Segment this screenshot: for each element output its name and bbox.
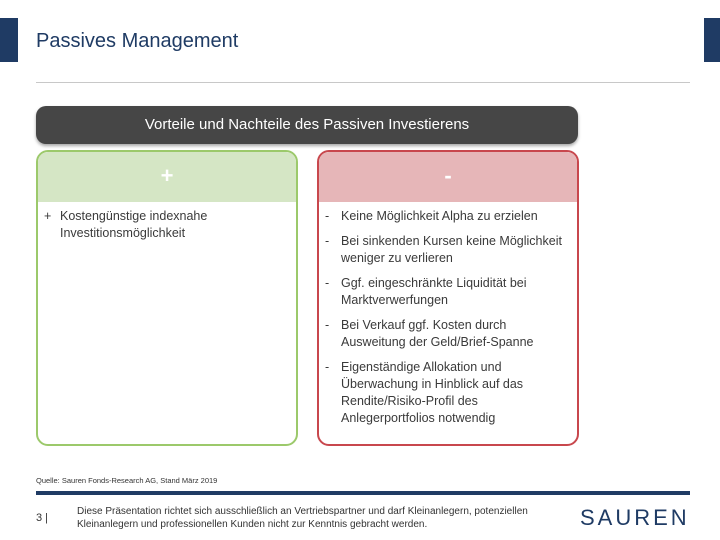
list-item-text: Keine Möglichkeit Alpha zu erzielen [341, 209, 538, 223]
minus-icon: - [325, 360, 330, 374]
minus-icon: - [325, 234, 330, 248]
list-item [325, 275, 571, 309]
sauren-logo: SAUREN [580, 505, 690, 530]
list-item [325, 359, 571, 427]
advantages-header: + [38, 152, 296, 202]
page-title: Passives Management [36, 30, 239, 52]
list-item [325, 208, 571, 225]
disclaimer-text: Diese Präsentation richtet sich ausschließlich an Vertriebspartner und darf Kleinanlegern, potenziellen Kleinanlegern und professionellen Kunden nicht zur Kenntnis gebracht werden. [77, 506, 528, 530]
right-accent-bar [704, 18, 720, 62]
left-accent-bar [0, 18, 18, 62]
advantages-list [38, 202, 296, 242]
comparison-header: Vorteile und Nachteile des Passiven Investierens [36, 106, 578, 144]
page-number: 3 | [36, 512, 49, 524]
list-item-text: Ggf. eingeschränkte Liquidität bei Marktverwerfungen [341, 276, 527, 307]
disadvantages-panel [317, 150, 579, 446]
plus-icon: + [44, 209, 52, 223]
minus-icon: - [325, 209, 330, 223]
list-item [325, 317, 571, 351]
list-item [44, 208, 290, 242]
source-note: Quelle: Sauren Fonds-Research AG, Stand März 2019 [36, 476, 218, 485]
list-item-text: Bei sinkenden Kursen keine Möglichkeit weniger zu verlieren [341, 234, 562, 265]
disadvantages-list [319, 202, 577, 427]
advantages-panel [36, 150, 298, 446]
list-item-text: Eigenständige Allokation und Überwachung in Hinblick auf das Rendite/Risiko-Profil des Anlegerportfolios notwendig [341, 360, 524, 425]
minus-icon: - [325, 276, 330, 290]
disadvantages-header: - [319, 152, 577, 202]
list-item [325, 233, 571, 267]
title-divider [36, 82, 690, 83]
list-item-text: Bei Verkauf ggf. Kosten durch Ausweitung der Geld/Brief-Spanne [341, 318, 534, 349]
list-item-text: Kostengünstige indexnahe Investitionsmöglichkeit [60, 209, 208, 240]
footer-divider [36, 491, 690, 495]
minus-icon: - [325, 318, 330, 332]
